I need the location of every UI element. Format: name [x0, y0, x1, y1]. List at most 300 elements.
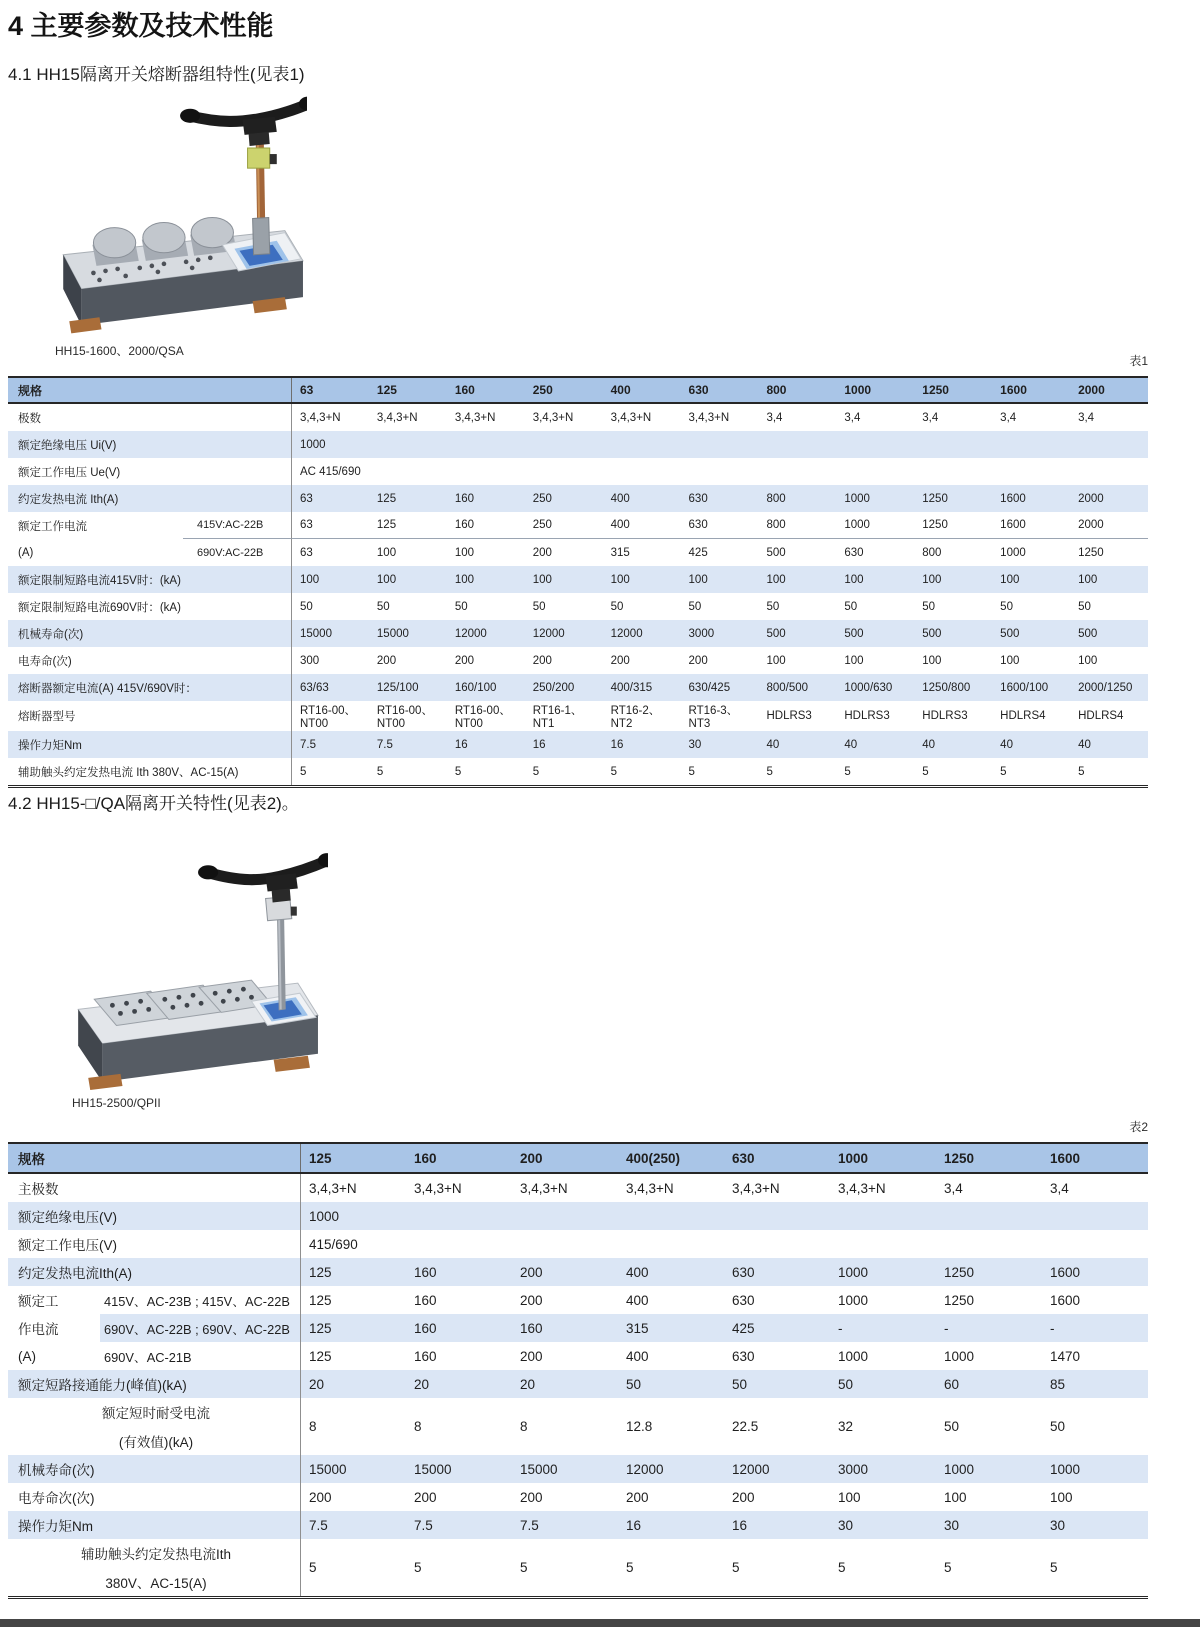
row-label — [8, 1539, 300, 1596]
row-label: 机械寿命(次) — [18, 1463, 95, 1478]
table-cell: 100 — [922, 654, 942, 667]
table-cell: 30 — [688, 738, 702, 751]
row-label: 额定工作电压(V) — [18, 1238, 117, 1253]
table-cell: 50 — [454, 600, 468, 613]
row-label: 额定绝缘电压 Ui(V) — [18, 439, 117, 452]
table-cell: 3,4 — [766, 411, 783, 424]
table-cell: 7.5 — [300, 1511, 406, 1539]
table-row — [8, 1202, 1148, 1230]
table-cell: 50 — [626, 1376, 642, 1392]
table-cell: 2000/1250 — [1078, 681, 1133, 694]
table-cell: 1000 — [838, 1348, 869, 1364]
table-cell: 200 — [610, 654, 630, 667]
table-cell: HDLRS3 — [922, 710, 968, 722]
table-row — [8, 593, 1148, 620]
table-cell: 40 — [1078, 738, 1091, 751]
table-cell: 800 — [758, 512, 836, 539]
table-cell: 100 — [376, 573, 397, 586]
table-cell: 32 — [838, 1419, 854, 1434]
table-cell: 125 — [300, 1286, 406, 1314]
table-cell: 200 — [376, 654, 397, 667]
table-cell: 160 — [512, 1314, 618, 1342]
table-cell: RT16-3、NT3 — [688, 705, 739, 730]
table-cell: 8 — [414, 1419, 422, 1434]
table-cell: - — [936, 1314, 1042, 1342]
table-cell: 8 — [520, 1419, 528, 1434]
table-cell: 400/315 — [610, 681, 653, 694]
table-cell: 100 — [844, 573, 864, 586]
table-cell: 8 — [300, 1398, 406, 1455]
row-label: 约定发热电流Ith(A) — [18, 1266, 133, 1281]
table-cell: 415/690 — [300, 1230, 1148, 1258]
table-cell: 800 — [766, 492, 786, 505]
table-cell: 12.8 — [626, 1419, 653, 1434]
table-cell: HDLRS3 — [844, 710, 890, 722]
table-cell: 500 — [1000, 627, 1020, 640]
table-cell: 16 — [626, 1517, 642, 1533]
table-cell: 12000 — [532, 627, 565, 640]
table-header-row — [8, 1142, 1148, 1174]
table-cell: 1250 — [1078, 546, 1104, 559]
table-row — [8, 539, 1148, 566]
table-row — [8, 404, 1148, 431]
table-cell: 20 — [520, 1376, 536, 1392]
table-cell: 100 — [1078, 573, 1098, 586]
table-cell: 16 — [454, 738, 468, 751]
table-cell: 200 — [520, 1264, 543, 1280]
table-cell: 3,4 — [844, 411, 861, 424]
table-cell: 1250 — [944, 1264, 975, 1280]
table-cell: 2000 — [1078, 492, 1104, 505]
table-cell: 1000 — [838, 1264, 869, 1280]
table-cell: 7.5 — [520, 1517, 539, 1533]
table-cell: 200 — [688, 654, 708, 667]
product-image-hh15-qsa — [35, 90, 307, 340]
table-cell: 15000 — [414, 1461, 452, 1477]
table-cell: 100 — [844, 654, 864, 667]
column-header: 250 — [532, 383, 553, 397]
table-cell: 50 — [1000, 600, 1013, 613]
table-cell: 50 — [532, 600, 546, 613]
table-cell: 3,4,3+N — [414, 1180, 462, 1196]
page-bottom-divider — [0, 1619, 1200, 1627]
row-label: 电寿命(次) — [18, 655, 72, 668]
table-cell: 2000 — [1070, 512, 1148, 539]
table-cell: 3,4,3+N — [732, 1180, 780, 1196]
table-cell: 100 — [610, 573, 630, 586]
column-header: 1000 — [844, 383, 872, 397]
table-cell: 85 — [1050, 1376, 1066, 1392]
table-cell: 5 — [610, 765, 618, 778]
table-cell: 5 — [520, 1560, 528, 1575]
table-row — [8, 701, 1148, 731]
table-cell: 3,4 — [1078, 411, 1095, 424]
column-header: 400(250) — [626, 1150, 681, 1166]
table-cell: 5 — [454, 765, 462, 778]
table-cell: 500 — [1078, 627, 1098, 640]
row-label: 辅助触头约定发热电流 Ith 380V、AC-15(A) — [18, 766, 239, 779]
table-cell: 1250 — [922, 492, 948, 505]
table-cell: 125/100 — [376, 681, 419, 694]
table-cell: 1000 — [944, 1348, 975, 1364]
table-cell: 63 — [291, 512, 369, 539]
row-label: 额定短路接通能力(峰值)(kA) — [18, 1378, 187, 1393]
table-cell: 16 — [610, 738, 624, 751]
table-cell: 7.5 — [376, 738, 393, 751]
table-cell: 100 — [688, 573, 708, 586]
table-cell: 800/500 — [766, 681, 809, 694]
table-cell: 50 — [291, 593, 369, 620]
table-cell: 200 — [454, 654, 474, 667]
table-cell: 5 — [766, 765, 773, 778]
table-cell: 125 — [300, 1342, 406, 1370]
table-cell: 100 — [376, 546, 397, 559]
row-sub-label: 415V、AC-23B ; 415V、AC-22B — [104, 1293, 290, 1309]
table-cell: 630 — [732, 1348, 755, 1364]
table-cell: 200 — [520, 1292, 543, 1308]
table-cell: 40 — [766, 738, 780, 751]
row-label: (A) — [18, 1348, 36, 1364]
column-header: 630 — [732, 1150, 755, 1166]
table-cell: 630 — [732, 1292, 755, 1308]
table-cell: 3,4,3+N — [376, 411, 418, 424]
table-cell: 630 — [732, 1264, 755, 1280]
table-row — [8, 1286, 1148, 1314]
table-cell: 30 — [838, 1517, 854, 1533]
row-label: 额定工作电压 Ue(V) — [18, 466, 121, 479]
table-cell: 5 — [1078, 765, 1085, 778]
table-cell: 40 — [844, 738, 858, 751]
table-cell: 50 — [1050, 1419, 1066, 1434]
table-row — [8, 485, 1148, 512]
column-header: 160 — [454, 383, 475, 397]
table-cell: 3000 — [838, 1461, 869, 1477]
row-label-line: 额定短时耐受电流 — [102, 1406, 210, 1421]
table1-hh15-qsa-specs — [8, 376, 1148, 788]
table-cell: 40 — [1000, 738, 1013, 751]
table-row — [8, 758, 1148, 785]
table-cell: 1000/630 — [844, 681, 893, 694]
table-cell: 250 — [532, 492, 552, 505]
table-cell: 30 — [1050, 1517, 1066, 1533]
table-cell: RT16-00、NT00 — [291, 701, 369, 731]
image1-caption: HH15-1600、2000/QSA — [55, 344, 184, 358]
table-row — [8, 431, 1148, 458]
table-cell: 5 — [844, 765, 851, 778]
table-cell: 50 — [688, 600, 702, 613]
table-cell: RT16-00、NT00 — [376, 705, 433, 730]
table-cell: 400 — [603, 512, 681, 539]
table-row — [8, 1398, 1148, 1455]
row-label: 极数 — [18, 412, 41, 425]
row-label: 主极数 — [18, 1182, 59, 1197]
table-cell: 3,4,3+N — [838, 1180, 886, 1196]
row-label-line: (有效值)(kA) — [118, 1435, 194, 1450]
table-cell: 100 — [454, 546, 474, 559]
page-title: 4 主要参数及技术性能 — [8, 11, 274, 41]
column-header: 2000 — [1078, 383, 1105, 397]
table-cell: 1600 — [1050, 1292, 1081, 1308]
column-header: 800 — [766, 383, 787, 397]
table-cell: 500 — [922, 627, 942, 640]
row-label: 额定限制短路电流690V时：(kA) — [18, 601, 181, 614]
table-cell: 400 — [626, 1264, 649, 1280]
table-cell: 5 — [1000, 765, 1007, 778]
table-row — [8, 674, 1148, 701]
table-cell: 1000 — [1000, 546, 1026, 559]
table-cell: 160 — [406, 1314, 512, 1342]
table-cell: 3,4 — [944, 1180, 963, 1196]
table-cell: 22.5 — [732, 1419, 759, 1434]
table-cell: 1470 — [1050, 1348, 1081, 1364]
table-cell: 160 — [414, 1264, 437, 1280]
table-cell: 250 — [525, 512, 603, 539]
table-cell: 60 — [944, 1376, 960, 1392]
row-sub-label: 690V、AC-22B ; 690V、AC-22B — [100, 1314, 300, 1342]
table-cell: 630/425 — [688, 681, 731, 694]
table2-hh15-qa-specs — [8, 1142, 1148, 1599]
table-row — [8, 1539, 1148, 1596]
row-sub-label: 690V:AC-22B — [197, 546, 264, 559]
table-cell: 630 — [688, 492, 708, 505]
table-cell: 3,4,3+N — [520, 1180, 568, 1196]
table-row — [8, 647, 1148, 674]
table-cell: 7.5 — [291, 731, 369, 758]
table-cell: 16 — [532, 738, 546, 751]
column-header: 630 — [688, 383, 709, 397]
section-4-1-heading: 4.1 HH15隔离开关熔断器组特性(见表1) — [8, 65, 305, 84]
table-cell: 425 — [688, 546, 708, 559]
table-cell: 5 — [922, 765, 929, 778]
table-cell: 1250 — [914, 512, 992, 539]
table-cell: 200 — [520, 1489, 543, 1505]
table-cell: 15000 — [291, 620, 369, 647]
table-cell: 1600 — [1050, 1264, 1081, 1280]
table-cell: 50 — [944, 1419, 960, 1434]
table-cell: 5 — [300, 1539, 406, 1596]
table-cell: 50 — [922, 600, 936, 613]
table-cell: 1000 — [844, 492, 870, 505]
table-cell: 200 — [732, 1489, 755, 1505]
table-cell: 500 — [844, 627, 864, 640]
table-cell: 5 — [626, 1560, 634, 1575]
table-cell: 400 — [626, 1348, 649, 1364]
table-cell: 63 — [291, 539, 369, 566]
table-cell: 15000 — [300, 1455, 406, 1483]
table-row — [8, 512, 1148, 539]
table-cell: HDLRS3 — [766, 710, 812, 722]
row-label: 电寿命次(次) — [18, 1491, 95, 1506]
table-cell: 3,4,3+N — [626, 1180, 674, 1196]
column-header: 1000 — [838, 1150, 869, 1166]
table-cell: 12000 — [732, 1461, 770, 1477]
row-label: 熔断器型号 — [18, 711, 76, 723]
column-header: 125 — [300, 1144, 406, 1172]
table2-label: 表2 — [1129, 1120, 1148, 1134]
table-cell: 100 — [922, 573, 942, 586]
table-cell: 5 — [1050, 1560, 1058, 1575]
table-cell: 3,4,3+N — [300, 1174, 406, 1202]
table-cell: 100 — [454, 573, 474, 586]
table-cell: 630 — [844, 546, 864, 559]
table-cell: 800 — [922, 546, 942, 559]
table-cell: 125 — [376, 492, 397, 505]
table-cell: 5 — [944, 1560, 952, 1575]
table-row — [8, 1342, 1148, 1370]
table-cell: 63 — [291, 485, 369, 512]
table-cell: - — [830, 1314, 936, 1342]
table-cell: 1600/100 — [1000, 681, 1049, 694]
column-header: 规格 — [18, 383, 43, 398]
row-label-line: 380V、AC-15(A) — [105, 1576, 207, 1591]
table-cell: 12000 — [626, 1461, 664, 1477]
table-cell: 3,4,3+N — [688, 411, 730, 424]
table-cell: 160 — [414, 1292, 437, 1308]
table-row — [8, 731, 1148, 758]
column-header: 400 — [610, 383, 631, 397]
table-cell: 15000 — [376, 627, 409, 640]
table-cell: 300 — [291, 647, 369, 674]
table-cell: 3,4,3+N — [291, 404, 369, 431]
table-row — [8, 1174, 1148, 1202]
table-cell: 5 — [414, 1560, 422, 1575]
table-cell: 400 — [626, 1292, 649, 1308]
row-label-line: 辅助触头约定发热电流Ith — [80, 1547, 231, 1562]
table-cell: 100 — [291, 566, 369, 593]
column-header: 1250 — [944, 1150, 975, 1166]
table-cell: 500 — [766, 627, 786, 640]
row-sub-label: 415V:AC-22B — [183, 512, 291, 539]
table-cell: 1600 — [992, 512, 1070, 539]
row-label: 机械寿命(次) — [18, 628, 84, 641]
table-cell: 315 — [618, 1314, 724, 1342]
section-4-2-heading: 4.2 HH15-□/QA隔离开关特性(见表2)。 — [8, 794, 299, 813]
column-header: 1600 — [1000, 383, 1027, 397]
table-row — [8, 1483, 1148, 1511]
table-cell: 3,4 — [1050, 1180, 1069, 1196]
table-cell: 100 — [766, 573, 786, 586]
table-cell: 3,4,3+N — [454, 411, 496, 424]
table-cell: 100 — [1000, 573, 1020, 586]
table-cell: 100 — [766, 654, 786, 667]
table-cell: 200 — [626, 1489, 649, 1505]
table-cell: 1000 — [1050, 1461, 1081, 1477]
table-cell: 5 — [732, 1560, 740, 1575]
table-row — [8, 1511, 1148, 1539]
table-cell: 100 — [944, 1489, 967, 1505]
column-header: 1600 — [1050, 1150, 1081, 1166]
table-cell: 200 — [520, 1348, 543, 1364]
table-cell: 200 — [532, 654, 552, 667]
table-cell: 50 — [766, 600, 780, 613]
table-cell: HDLRS4 — [1000, 710, 1046, 722]
row-label: 作电流 — [18, 1322, 59, 1337]
table-cell: 1600 — [1000, 492, 1026, 505]
row-label: 熔断器额定电流(A) 415V/690V时： — [18, 682, 197, 695]
table-cell: 100 — [838, 1489, 861, 1505]
table-cell: 30 — [944, 1517, 960, 1533]
row-label: (A) — [18, 546, 34, 559]
column-header: 160 — [414, 1150, 437, 1166]
table-cell: 3,4,3+N — [532, 411, 574, 424]
table-cell: RT16-1、NT1 — [532, 705, 583, 730]
table-cell: 16 — [732, 1517, 748, 1533]
table-cell: 1250/800 — [922, 681, 971, 694]
table-cell: 125 — [300, 1258, 406, 1286]
table-cell: 630 — [681, 512, 759, 539]
row-label: 额定绝缘电压(V) — [18, 1210, 117, 1225]
row-label — [8, 1398, 300, 1455]
table-row — [8, 1258, 1148, 1286]
table-cell: RT16-00、NT00 — [454, 705, 511, 730]
image2-caption: HH15-2500/QPII — [72, 1096, 161, 1110]
table-cell: 125 — [300, 1314, 406, 1342]
column-header: 125 — [376, 383, 397, 397]
table-cell: 50 — [376, 600, 390, 613]
row-label: 额定工 — [18, 1294, 59, 1309]
table-cell: 3000 — [688, 627, 715, 640]
table-cell: 1250 — [944, 1292, 975, 1308]
table-cell: 20 — [300, 1370, 406, 1398]
table-cell: 12000 — [610, 627, 643, 640]
table-cell: 20 — [414, 1376, 430, 1392]
table-cell: 160 — [454, 492, 474, 505]
table-row — [8, 1230, 1148, 1258]
table-cell: 63/63 — [291, 674, 369, 701]
table-cell: 425 — [724, 1314, 830, 1342]
table-cell: 5 — [532, 765, 540, 778]
table-row — [8, 620, 1148, 647]
table-cell: 100 — [532, 573, 552, 586]
column-header: 规格 — [18, 1152, 45, 1167]
table-row — [8, 566, 1148, 593]
table-cell: 315 — [610, 546, 630, 559]
table-cell: 50 — [610, 600, 624, 613]
table-row — [8, 1370, 1148, 1398]
table-cell: 200 — [414, 1489, 437, 1505]
table-cell: 5 — [376, 765, 384, 778]
table-cell: 200 — [532, 546, 552, 559]
table-cell: 100 — [1050, 1489, 1073, 1505]
table-cell: 15000 — [520, 1461, 558, 1477]
table-cell: 12000 — [454, 627, 487, 640]
table-cell: 200 — [300, 1483, 406, 1511]
table-cell: RT16-2、NT2 — [610, 705, 661, 730]
table-cell: 1000 — [300, 1202, 1148, 1230]
table-cell: 1000 — [838, 1292, 869, 1308]
table-row — [8, 1455, 1148, 1483]
table-cell: 100 — [1000, 654, 1020, 667]
table-cell: 125 — [369, 512, 447, 539]
table-cell: 5 — [291, 758, 369, 785]
table-cell: 160 — [447, 512, 525, 539]
table-cell: 5 — [688, 765, 695, 778]
table-cell: 50 — [732, 1376, 748, 1392]
row-sub-label: 690V、AC-21B — [104, 1349, 192, 1365]
row-label: 约定发热电流 Ith(A) — [18, 493, 119, 506]
table-cell: 3,4 — [1000, 411, 1017, 424]
table-cell: 3,4 — [922, 411, 939, 424]
table-cell: HDLRS4 — [1078, 710, 1124, 722]
row-label: 额定工作电流 — [18, 520, 87, 533]
table-cell: 7.5 — [414, 1517, 433, 1533]
table-cell: 50 — [844, 600, 858, 613]
table-header-row — [8, 376, 1148, 404]
table-cell: 100 — [1078, 654, 1098, 667]
table-cell: 250/200 — [532, 681, 575, 694]
product-image-hh15-qpii — [52, 830, 328, 1094]
table-cell: 1000 — [836, 512, 914, 539]
